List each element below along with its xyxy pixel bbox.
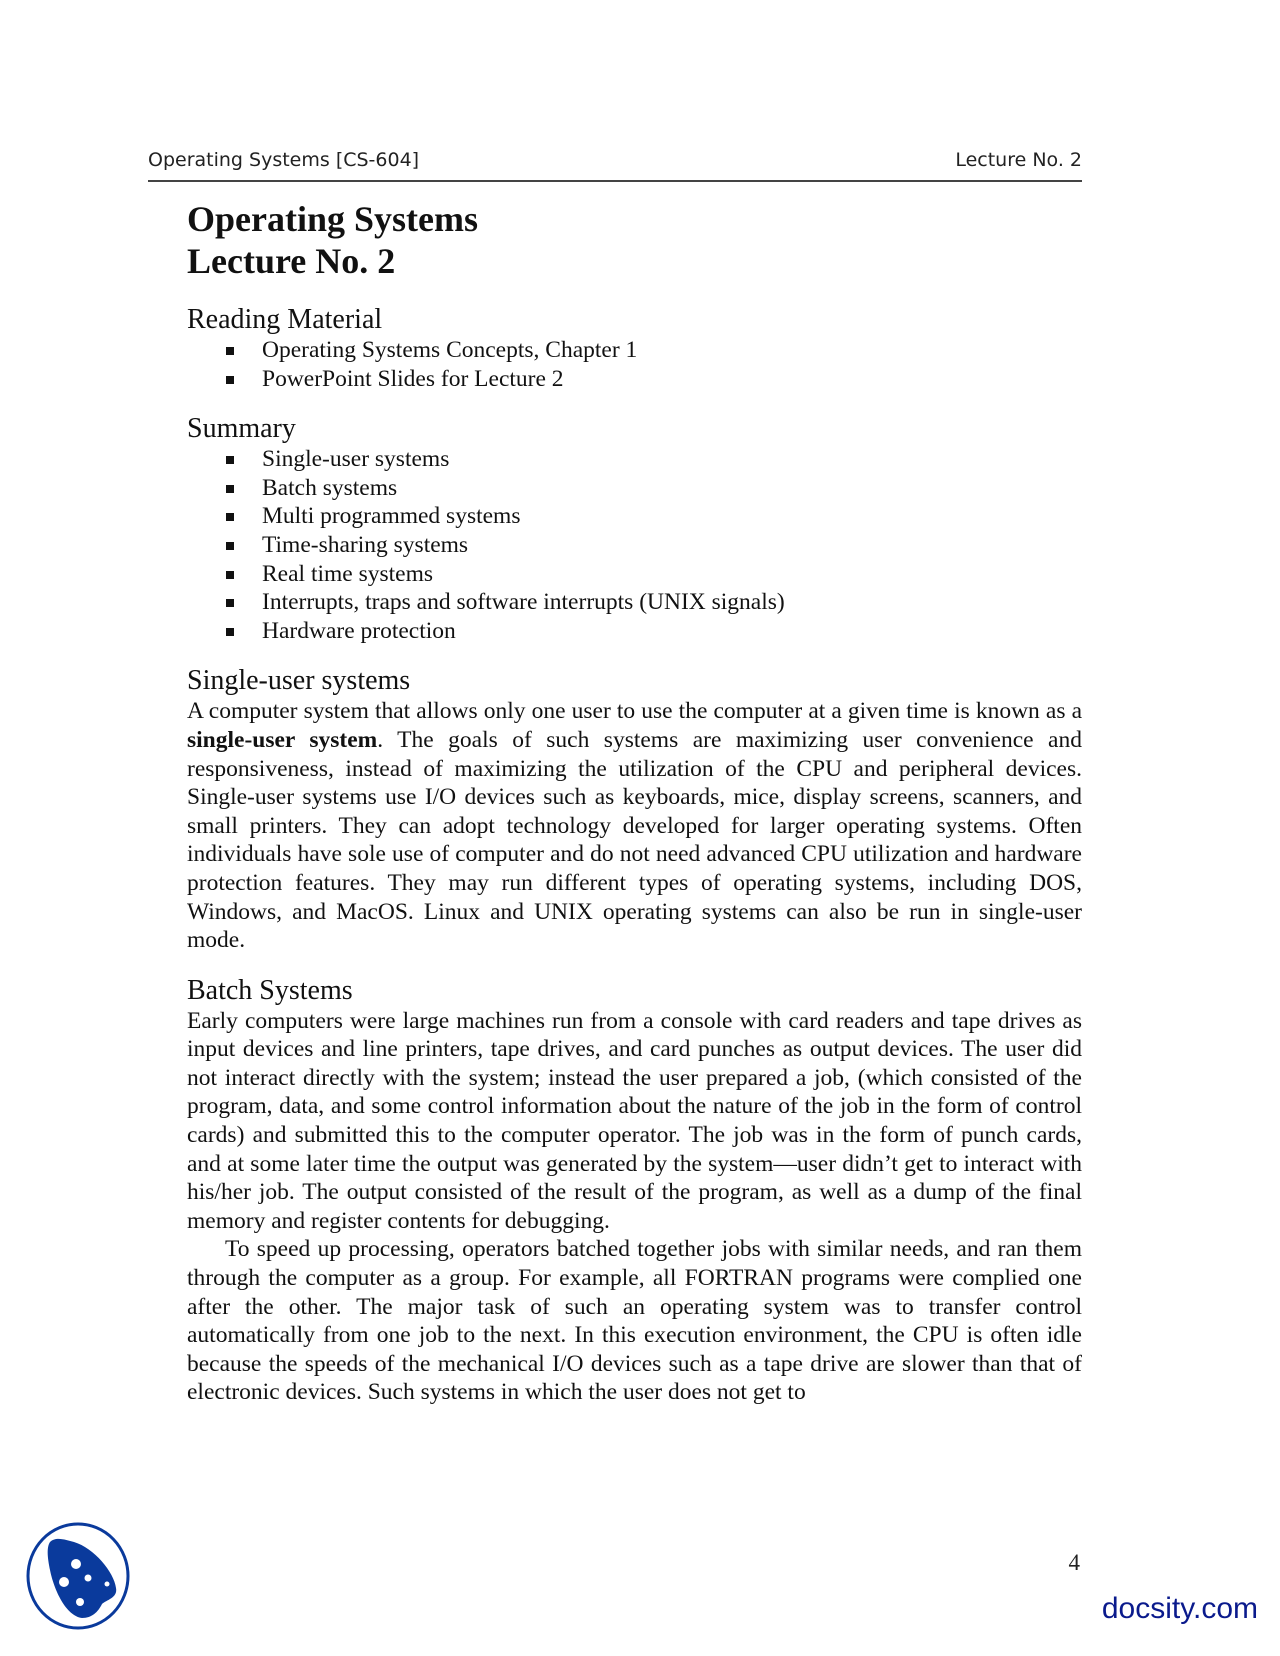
list-item: Single-user systems xyxy=(187,445,1082,474)
batch-heading: Batch Systems xyxy=(187,974,353,1006)
reading-material-list xyxy=(187,336,1082,393)
list-item: Hardware protection xyxy=(187,617,1082,646)
header-lecture: Lecture No. 2 xyxy=(955,149,1082,171)
docsity-logo-icon xyxy=(22,1520,134,1632)
running-header xyxy=(148,146,1082,182)
batch-paragraph-1: Early computers were large machines run from a console with card readers and tape drives as input devices and line printers, tape drives, and card punches as output devices. The user did not interact directly with the system; instead the user prepared a job, (which consisted of the program, data, and some control information about the nature of the job in the form of control cards) and submitted this to the computer operator. The job was in the form of punch cards, and at some later time the output was generated by the system—user didn’t get to interact with his/her job. The output consisted of the result of the program, as well as a dump of the final memory and register contents for debugging. xyxy=(187,1007,1082,1234)
bold-term: single-user system xyxy=(187,726,378,753)
square-bullet-icon xyxy=(226,456,234,464)
page-title xyxy=(187,198,1082,282)
summary-heading: Summary xyxy=(187,413,296,445)
square-bullet-icon xyxy=(226,571,234,579)
header-course: Operating Systems [CS-604] xyxy=(148,149,420,171)
square-bullet-icon xyxy=(226,542,234,550)
batch-section xyxy=(187,975,1082,1407)
single-user-heading: Single-user systems xyxy=(187,665,411,697)
page-number: 4 xyxy=(1068,1550,1080,1575)
square-bullet-icon xyxy=(226,628,234,636)
list-item: PowerPoint Slides for Lecture 2 xyxy=(187,365,1082,394)
list-item: Operating Systems Concepts, Chapter 1 xyxy=(187,336,1082,365)
list-item: Interrupts, traps and software interrupts (UNIX signals) xyxy=(187,588,1082,617)
docsity-link[interactable]: docsity.com xyxy=(1101,1592,1258,1625)
square-bullet-icon xyxy=(226,485,234,493)
square-bullet-icon xyxy=(226,513,234,521)
square-bullet-icon xyxy=(226,376,234,384)
list-item: Batch systems xyxy=(187,474,1082,503)
list-item: Multi programmed systems xyxy=(187,502,1082,531)
title-line-2: Lecture No. 2 xyxy=(187,241,396,281)
single-user-paragraph: A computer system that allows only one user to use the computer at a given time is known as a single-user system. The goals of such systems are maximizing user convenience and responsiveness, instead of maximizing the utilization of the CPU and peripheral devices. Single-user systems use I/O devices such as keyboards, mice, display screens, scanners, and small printers. They can adopt technology developed for larger operating systems. Often individuals have sole use of computer and do not need advanced CPU utilization and hardware protection features. They may run different types of operating systems, including DOS, Windows, and MacOS. Linux and UNIX operating systems can also be run in single-user mode. xyxy=(187,698,1082,954)
reading-material-heading: Reading Material xyxy=(187,304,383,335)
batch-paragraph-2: To speed up processing, operators batched together jobs with similar needs, and ran them through the computer as a group. For example, all FORTRAN programs were complied one after the other. The major task of such an operating system was to transfer control automatically from one job to the next. In this execution environment, the CPU is often idle because the speeds of the mechanical I/O devices such as a tape drive are slower than that of electronic devices. Such systems in which the user does not get to xyxy=(187,1236,1082,1406)
list-item: Time-sharing systems xyxy=(187,531,1082,560)
summary-list xyxy=(187,445,1082,645)
title-line-1: Operating Systems xyxy=(187,199,478,239)
list-item: Real time systems xyxy=(187,560,1082,589)
single-user-section xyxy=(187,665,1082,954)
square-bullet-icon xyxy=(226,347,234,355)
document-body xyxy=(187,198,1082,1427)
square-bullet-icon xyxy=(226,599,234,607)
